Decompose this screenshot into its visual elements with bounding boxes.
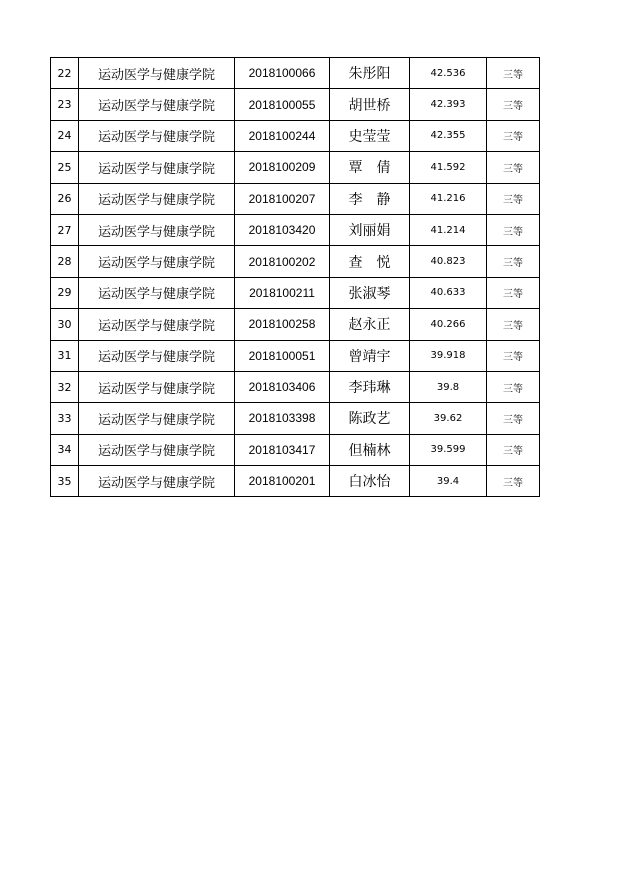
college-cell: 运动医学与健康学院 <box>79 58 235 89</box>
student-id-cell: 2018100244 <box>235 120 330 151</box>
student-name-cell: 曾靖宇 <box>330 340 410 371</box>
row-number-cell: 32 <box>51 371 79 402</box>
student-name-cell: 李玮琳 <box>330 371 410 402</box>
score-cell: 41.592 <box>410 152 487 183</box>
score-cell: 39.8 <box>410 371 487 402</box>
row-number-cell: 22 <box>51 58 79 89</box>
score-cell: 40.823 <box>410 246 487 277</box>
student-id-cell: 2018100066 <box>235 58 330 89</box>
table-row <box>51 434 540 465</box>
table-row <box>51 214 540 245</box>
award-list-table <box>50 57 540 497</box>
score-cell: 39.4 <box>410 466 487 497</box>
award-grade-cell: 三等 <box>487 152 540 183</box>
student-name-cell: 刘丽娟 <box>330 214 410 245</box>
award-grade-cell: 三等 <box>487 340 540 371</box>
college-cell: 运动医学与健康学院 <box>79 277 235 308</box>
row-number-cell: 30 <box>51 309 79 340</box>
table-body <box>51 58 540 497</box>
college-cell: 运动医学与健康学院 <box>79 214 235 245</box>
student-id-cell: 2018100202 <box>235 246 330 277</box>
student-id-cell: 2018100207 <box>235 183 330 214</box>
student-name-cell: 查 悦 <box>330 246 410 277</box>
college-cell: 运动医学与健康学院 <box>79 403 235 434</box>
table-row <box>51 403 540 434</box>
table-row <box>51 246 540 277</box>
row-number-cell: 27 <box>51 214 79 245</box>
college-cell: 运动医学与健康学院 <box>79 371 235 402</box>
score-cell: 42.355 <box>410 120 487 151</box>
award-grade-cell: 三等 <box>487 434 540 465</box>
student-id-cell: 2018100209 <box>235 152 330 183</box>
row-number-cell: 29 <box>51 277 79 308</box>
college-cell: 运动医学与健康学院 <box>79 309 235 340</box>
row-number-cell: 26 <box>51 183 79 214</box>
row-number-cell: 28 <box>51 246 79 277</box>
student-name-cell: 胡世桥 <box>330 89 410 120</box>
row-number-cell: 24 <box>51 120 79 151</box>
award-grade-cell: 三等 <box>487 89 540 120</box>
student-name-cell: 陈政艺 <box>330 403 410 434</box>
row-number-cell: 33 <box>51 403 79 434</box>
student-name-cell: 白冰怡 <box>330 466 410 497</box>
table-row <box>51 309 540 340</box>
row-number-cell: 25 <box>51 152 79 183</box>
student-id-cell: 2018103398 <box>235 403 330 434</box>
table-row <box>51 120 540 151</box>
student-id-cell: 2018103417 <box>235 434 330 465</box>
award-grade-cell: 三等 <box>487 183 540 214</box>
college-cell: 运动医学与健康学院 <box>79 152 235 183</box>
college-cell: 运动医学与健康学院 <box>79 120 235 151</box>
student-name-cell: 覃 倩 <box>330 152 410 183</box>
award-grade-cell: 三等 <box>487 214 540 245</box>
award-grade-cell: 三等 <box>487 277 540 308</box>
score-cell: 39.62 <box>410 403 487 434</box>
award-grade-cell: 三等 <box>487 58 540 89</box>
student-name-cell: 朱彤阳 <box>330 58 410 89</box>
award-grade-cell: 三等 <box>487 246 540 277</box>
college-cell: 运动医学与健康学院 <box>79 466 235 497</box>
table-row <box>51 152 540 183</box>
table-row <box>51 89 540 120</box>
row-number-cell: 34 <box>51 434 79 465</box>
student-id-cell: 2018100055 <box>235 89 330 120</box>
award-grade-cell: 三等 <box>487 120 540 151</box>
award-grade-cell: 三等 <box>487 403 540 434</box>
row-number-cell: 23 <box>51 89 79 120</box>
table-row <box>51 277 540 308</box>
award-grade-cell: 三等 <box>487 371 540 402</box>
score-cell: 42.536 <box>410 58 487 89</box>
college-cell: 运动医学与健康学院 <box>79 246 235 277</box>
score-cell: 42.393 <box>410 89 487 120</box>
student-id-cell: 2018100258 <box>235 309 330 340</box>
table-row <box>51 58 540 89</box>
college-cell: 运动医学与健康学院 <box>79 340 235 371</box>
student-name-cell: 李 静 <box>330 183 410 214</box>
student-id-cell: 2018100201 <box>235 466 330 497</box>
score-cell: 40.266 <box>410 309 487 340</box>
row-number-cell: 31 <box>51 340 79 371</box>
table-row <box>51 183 540 214</box>
student-name-cell: 但楠林 <box>330 434 410 465</box>
college-cell: 运动医学与健康学院 <box>79 183 235 214</box>
score-cell: 40.633 <box>410 277 487 308</box>
college-cell: 运动医学与健康学院 <box>79 89 235 120</box>
student-id-cell: 2018103406 <box>235 371 330 402</box>
student-name-cell: 史莹莹 <box>330 120 410 151</box>
table-row <box>51 466 540 497</box>
student-name-cell: 赵永正 <box>330 309 410 340</box>
award-grade-cell: 三等 <box>487 466 540 497</box>
student-id-cell: 2018100051 <box>235 340 330 371</box>
student-id-cell: 2018100211 <box>235 277 330 308</box>
award-grade-cell: 三等 <box>487 309 540 340</box>
college-cell: 运动医学与健康学院 <box>79 434 235 465</box>
student-name-cell: 张淑琴 <box>330 277 410 308</box>
score-cell: 41.216 <box>410 183 487 214</box>
score-cell: 39.599 <box>410 434 487 465</box>
table-row <box>51 371 540 402</box>
table-row <box>51 340 540 371</box>
student-id-cell: 2018103420 <box>235 214 330 245</box>
score-cell: 39.918 <box>410 340 487 371</box>
score-cell: 41.214 <box>410 214 487 245</box>
row-number-cell: 35 <box>51 466 79 497</box>
